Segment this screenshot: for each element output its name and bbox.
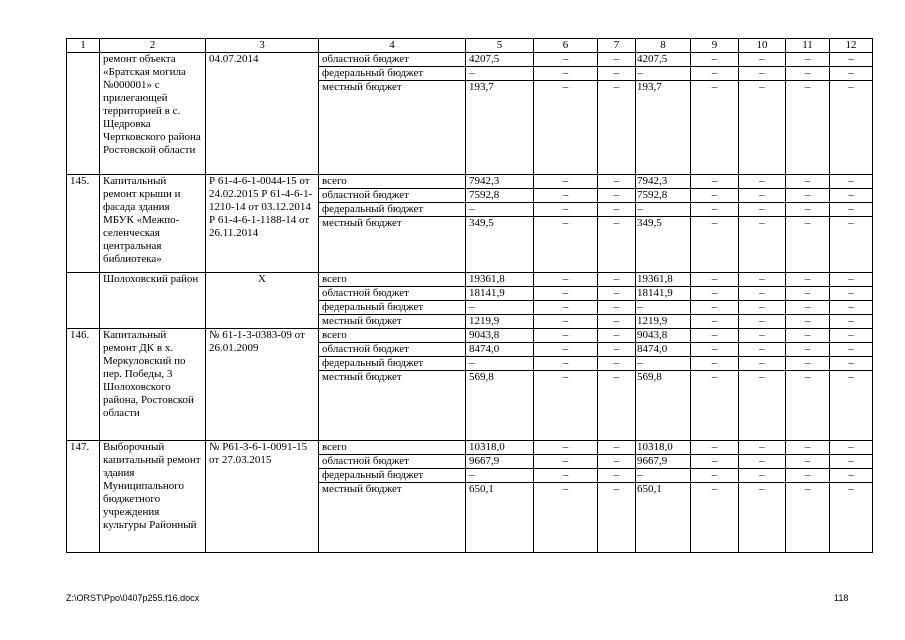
column-number: 2 (100, 39, 206, 53)
total-value: – (466, 469, 534, 483)
total-value: 650,1 (466, 483, 534, 553)
col7-value: – (598, 329, 636, 343)
col9-value: – (691, 343, 739, 357)
object-name: Капитальный ремонт крыши и фасада здания МБУК «Межпо-селенческая центральная библиотека» (100, 175, 206, 273)
funding-source: местный бюджет (319, 315, 466, 329)
col10-value: – (739, 189, 786, 203)
col7-value: – (598, 483, 636, 553)
col9-value: – (691, 469, 739, 483)
table-row (67, 329, 873, 343)
col12-value: – (830, 343, 873, 357)
col7-value: – (598, 343, 636, 357)
table-row (67, 175, 873, 189)
col11-value: – (786, 371, 830, 441)
col9-value: – (691, 273, 739, 287)
funding-source: местный бюджет (319, 483, 466, 553)
funding-source: всего (319, 273, 466, 287)
col12-value: – (830, 483, 873, 553)
col10-value: – (739, 469, 786, 483)
col8-value: – (636, 469, 691, 483)
col11-value: – (786, 53, 830, 67)
col9-value: – (691, 203, 739, 217)
total-value: – (466, 67, 534, 81)
total-value: 7592,8 (466, 189, 534, 203)
col9-value: – (691, 455, 739, 469)
col12-value: – (830, 441, 873, 455)
col9-value: – (691, 67, 739, 81)
item-number: 146. (67, 329, 100, 441)
col6-value: – (534, 455, 598, 469)
total-value: – (466, 203, 534, 217)
col6-value: – (534, 217, 598, 273)
document-ref: 04.07.2014 (206, 53, 319, 175)
col6-value: – (534, 189, 598, 203)
col11-value: – (786, 329, 830, 343)
col10-value: – (739, 483, 786, 553)
funding-source: федеральный бюджет (319, 67, 466, 81)
col12-value: – (830, 175, 873, 189)
column-number: 7 (598, 39, 636, 53)
column-number: 12 (830, 39, 873, 53)
col10-value: – (739, 67, 786, 81)
col11-value: – (786, 315, 830, 329)
total-value: – (466, 301, 534, 315)
col11-value: – (786, 343, 830, 357)
item-number: 147. (67, 441, 100, 553)
col10-value: – (739, 329, 786, 343)
column-number: 5 (466, 39, 534, 53)
col12-value: – (830, 67, 873, 81)
col8-value: 7942,3 (636, 175, 691, 189)
col9-value: – (691, 357, 739, 371)
col6-value: – (534, 329, 598, 343)
col8-value: 9043,8 (636, 329, 691, 343)
col9-value: – (691, 329, 739, 343)
col11-value: – (786, 217, 830, 273)
col7-value: – (598, 189, 636, 203)
item-number: 145. (67, 175, 100, 273)
col8-value: 18141,9 (636, 287, 691, 301)
funding-source: федеральный бюджет (319, 301, 466, 315)
col7-value: – (598, 81, 636, 175)
column-number: 9 (691, 39, 739, 53)
col12-value: – (830, 301, 873, 315)
col6-value: – (534, 357, 598, 371)
col10-value: – (739, 217, 786, 273)
col7-value: – (598, 371, 636, 441)
col7-value: – (598, 67, 636, 81)
col10-value: – (739, 371, 786, 441)
col6-value: – (534, 371, 598, 441)
col7-value: – (598, 175, 636, 189)
funding-source: федеральный бюджет (319, 469, 466, 483)
col12-value: – (830, 189, 873, 203)
total-value: – (466, 357, 534, 371)
funding-source: всего (319, 441, 466, 455)
column-number: 6 (534, 39, 598, 53)
object-name: Шолоховский район (100, 273, 206, 329)
col8-value: 4207,5 (636, 53, 691, 67)
col11-value: – (786, 441, 830, 455)
total-value: 569,8 (466, 371, 534, 441)
col11-value: – (786, 357, 830, 371)
col6-value: – (534, 53, 598, 67)
col6-value: – (534, 469, 598, 483)
col8-value: – (636, 301, 691, 315)
funding-source: областной бюджет (319, 53, 466, 67)
col8-value: 569,8 (636, 371, 691, 441)
col10-value: – (739, 315, 786, 329)
item-number (67, 53, 100, 175)
total-value: 10318,0 (466, 441, 534, 455)
col8-value: 193,7 (636, 81, 691, 175)
col7-value: – (598, 287, 636, 301)
col9-value: – (691, 175, 739, 189)
col11-value: – (786, 469, 830, 483)
document-ref: № Р61-3-6-1-0091-15 от 27.03.2015 (206, 441, 319, 553)
col11-value: – (786, 301, 830, 315)
funding-source: областной бюджет (319, 189, 466, 203)
col10-value: – (739, 455, 786, 469)
column-number: 4 (319, 39, 466, 53)
funding-source: всего (319, 175, 466, 189)
col9-value: – (691, 287, 739, 301)
col6-value: – (534, 287, 598, 301)
col8-value: 9667,9 (636, 455, 691, 469)
col9-value: – (691, 217, 739, 273)
col6-value: – (534, 175, 598, 189)
col6-value: – (534, 67, 598, 81)
document-ref: № 61-1-3-0383-09 от 26.01.2009 (206, 329, 319, 441)
col7-value: – (598, 203, 636, 217)
document-ref: Х (206, 273, 319, 329)
document-ref: Р 61-4-6-1-0044-15 от 24.02.2015 Р 61-4-6-1-1210-14 от 03.12.2014 Р 61-4-6-1-1188-14 от 26.11.2014 (206, 175, 319, 273)
total-value: 8474,0 (466, 343, 534, 357)
funding-source: местный бюджет (319, 217, 466, 273)
funding-source: федеральный бюджет (319, 357, 466, 371)
total-value: 349,5 (466, 217, 534, 273)
total-value: 18141,9 (466, 287, 534, 301)
col11-value: – (786, 287, 830, 301)
total-value: 4207,5 (466, 53, 534, 67)
col8-value: 8474,0 (636, 343, 691, 357)
col12-value: – (830, 217, 873, 273)
funding-source: местный бюджет (319, 81, 466, 175)
column-number: 1 (67, 39, 100, 53)
col9-value: – (691, 189, 739, 203)
column-number: 10 (739, 39, 786, 53)
col6-value: – (534, 315, 598, 329)
total-value: 19361,8 (466, 273, 534, 287)
col12-value: – (830, 203, 873, 217)
col10-value: – (739, 175, 786, 189)
col11-value: – (786, 189, 830, 203)
col7-value: – (598, 273, 636, 287)
col12-value: – (830, 371, 873, 441)
object-name: Капитальный ремонт ДК в х. Меркуловский по пер. Победы, 3 Шолоховского района, Ростовской области (100, 329, 206, 441)
table-body (67, 53, 873, 553)
col11-value: – (786, 81, 830, 175)
col7-value: – (598, 315, 636, 329)
funding-source: федеральный бюджет (319, 203, 466, 217)
col12-value: – (830, 315, 873, 329)
col7-value: – (598, 455, 636, 469)
total-value: 9043,8 (466, 329, 534, 343)
col6-value: – (534, 81, 598, 175)
page-number: 118 (834, 593, 849, 603)
funding-source: областной бюджет (319, 455, 466, 469)
col9-value: – (691, 53, 739, 67)
footer-file-path: Z:\ORST\Ppo\0407p255.f16.docx (66, 593, 200, 603)
col10-value: – (739, 441, 786, 455)
object-name: ремонт объекта «Братская могила №000001» с прилегающей территорией в с. Щедровка Чертковского района Ростовской области (100, 53, 206, 175)
col6-value: – (534, 301, 598, 315)
col8-value: – (636, 67, 691, 81)
col12-value: – (830, 357, 873, 371)
funding-source: областной бюджет (319, 287, 466, 301)
col8-value: – (636, 203, 691, 217)
col7-value: – (598, 357, 636, 371)
col10-value: – (739, 287, 786, 301)
col11-value: – (786, 67, 830, 81)
object-name: Выборочный капитальный ремонт здания Муниципального бюджетного учреждения культуры Районный (100, 441, 206, 553)
funding-source: местный бюджет (319, 371, 466, 441)
col10-value: – (739, 81, 786, 175)
col6-value: – (534, 441, 598, 455)
col10-value: – (739, 343, 786, 357)
column-number: 11 (786, 39, 830, 53)
table-row (67, 53, 873, 67)
total-value: 9667,9 (466, 455, 534, 469)
col8-value: 7592,8 (636, 189, 691, 203)
total-value: 7942,3 (466, 175, 534, 189)
col8-value: – (636, 357, 691, 371)
table-row (67, 273, 873, 287)
col10-value: – (739, 273, 786, 287)
item-number (67, 273, 100, 329)
col10-value: – (739, 301, 786, 315)
table-row (67, 441, 873, 455)
col6-value: – (534, 203, 598, 217)
col12-value: – (830, 329, 873, 343)
column-number: 8 (636, 39, 691, 53)
col7-value: – (598, 53, 636, 67)
col8-value: 349,5 (636, 217, 691, 273)
col9-value: – (691, 371, 739, 441)
col8-value: 10318,0 (636, 441, 691, 455)
col10-value: – (739, 203, 786, 217)
col9-value: – (691, 315, 739, 329)
col8-value: 19361,8 (636, 273, 691, 287)
col12-value: – (830, 455, 873, 469)
col12-value: – (830, 53, 873, 67)
col12-value: – (830, 469, 873, 483)
col9-value: – (691, 483, 739, 553)
col6-value: – (534, 273, 598, 287)
funding-source: всего (319, 329, 466, 343)
budget-table (66, 38, 873, 553)
total-value: 1219,9 (466, 315, 534, 329)
col6-value: – (534, 483, 598, 553)
col10-value: – (739, 53, 786, 67)
col11-value: – (786, 175, 830, 189)
col12-value: – (830, 81, 873, 175)
funding-source: областной бюджет (319, 343, 466, 357)
col7-value: – (598, 469, 636, 483)
col9-value: – (691, 301, 739, 315)
total-value: 193,7 (466, 81, 534, 175)
col8-value: 650,1 (636, 483, 691, 553)
col12-value: – (830, 273, 873, 287)
col11-value: – (786, 203, 830, 217)
col11-value: – (786, 455, 830, 469)
col12-value: – (830, 287, 873, 301)
column-number: 3 (206, 39, 319, 53)
column-number-row (67, 39, 873, 53)
col11-value: – (786, 483, 830, 553)
col6-value: – (534, 343, 598, 357)
col7-value: – (598, 217, 636, 273)
col9-value: – (691, 441, 739, 455)
col9-value: – (691, 81, 739, 175)
col10-value: – (739, 357, 786, 371)
col7-value: – (598, 441, 636, 455)
col8-value: 1219,9 (636, 315, 691, 329)
col7-value: – (598, 301, 636, 315)
col11-value: – (786, 273, 830, 287)
